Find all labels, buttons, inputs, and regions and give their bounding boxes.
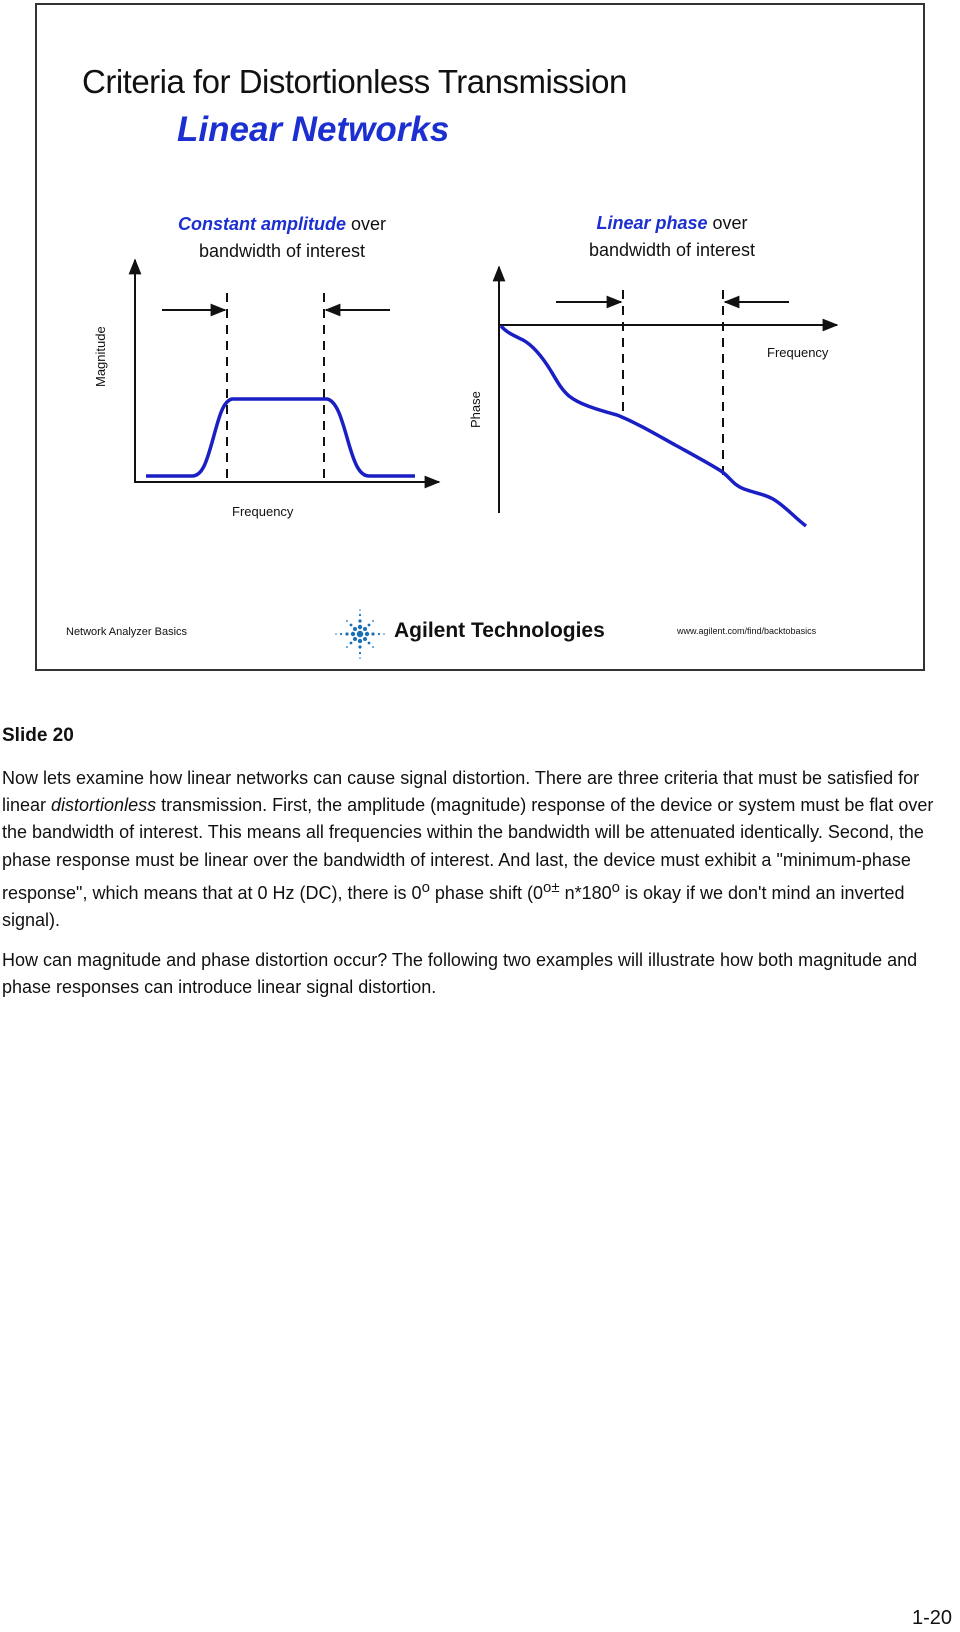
notes-heading: Slide 20 — [2, 725, 74, 746]
para-text: transmission. First, the amplitude (magnitude) response of the device or system must be flat over the bandwidth of interest. This means all frequencies within the bandwidth will be attenuated identically. Second, the phase response must be linear over the bandwidth of interest. And last, the device must exhibit a "minimum-phase response", which means that at 0 Hz (DC), there is 0 — [2, 795, 934, 903]
frequency-axis-label: Frequency — [767, 345, 829, 360]
slide-frame — [35, 3, 925, 671]
caption-line2: bandwidth of interest — [198, 241, 366, 261]
magnitude-response-trace — [146, 399, 415, 476]
degree-mark: o — [611, 878, 620, 896]
page-number: 1-20 — [912, 1607, 953, 1629]
agilent-spark-logo-icon — [335, 609, 385, 659]
notes-paragraph: How can magnitude and phase distortion occur? The following two examples will illustrate how both magnitude and phase responses can introduce linear signal distortion. — [2, 950, 918, 998]
frequency-axis-label: Frequency — [232, 504, 294, 519]
para-text: n*180 — [559, 882, 612, 903]
para-text: phase shift (0 — [429, 882, 543, 903]
degree-mark: o — [421, 878, 430, 896]
caption-highlight: Linear phase — [596, 213, 708, 233]
caption-text: over — [345, 214, 387, 234]
slide-title: Criteria for Distortionless Transmission — [82, 63, 627, 100]
magnitude-axis-label: Magnitude — [93, 326, 108, 387]
plus-minus-sign: ± — [551, 878, 560, 896]
footer-brand-name: Agilent Technologies — [394, 619, 605, 642]
magnitude-plot — [93, 260, 439, 519]
phase-response-trace — [501, 326, 806, 526]
footer-course-name: Network Analyzer Basics — [66, 626, 188, 638]
phase-axis-label: Phase — [468, 391, 483, 428]
distortion-diagram — [37, 5, 923, 669]
phase-plot — [468, 267, 837, 526]
footer-url: www.agilent.com/find/backtobasics — [677, 626, 817, 636]
para-text: is okay if we don't mind an inverted signal). — [2, 882, 905, 931]
para-text: Now lets examine how linear networks can cause signal distortion. There are three criteria that must be satisfied for linear — [2, 768, 920, 816]
caption-text: over — [707, 213, 748, 233]
slide-subtitle: Linear Networks — [177, 110, 450, 149]
notes-paragraph — [2, 765, 952, 934]
degree-mark: o — [542, 878, 552, 896]
caption-highlight: Constant amplitude — [177, 214, 346, 234]
para-emphasis: distortionless — [51, 795, 157, 816]
caption-line2: bandwidth of interest — [588, 240, 756, 260]
